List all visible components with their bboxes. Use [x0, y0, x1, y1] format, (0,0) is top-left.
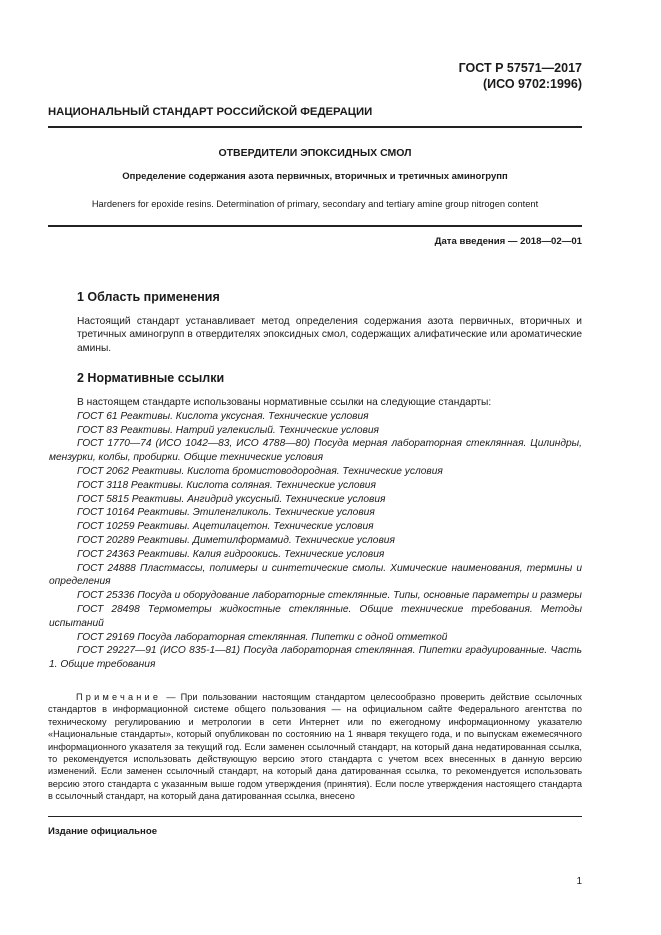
reference-item: ГОСТ 24888 Пластмассы, полимеры и синтетические смолы. Химические наименования, термины и определения: [49, 562, 582, 588]
reference-item: ГОСТ 10259 Реактивы. Ацетилацетон. Технические условия: [77, 521, 374, 533]
reference-item: ГОСТ 28498 Термометры жидкостные стеклянные. Общие технические требования. Методы испытаний: [49, 603, 582, 629]
reference-item: ГОСТ 3118 Реактивы. Кислота соляная. Технические условия: [77, 479, 376, 491]
document-title: ОТВЕРДИТЕЛИ ЭПОКСИДНЫХ СМОЛ: [218, 147, 412, 159]
references-block: [49, 396, 582, 672]
standard-code: ГОСТ Р 57571—2017: [458, 61, 582, 75]
section-1-heading: 1 Область применения: [77, 290, 220, 304]
section-1-body: Настоящий стандарт устанавливает метод определения содержания азота первичных, вторичных и третичных аминогрупп в отвердителях эпоксидных смол, содержащих алифатические или ароматические амины.: [77, 316, 582, 354]
national-standard-banner: НАЦИОНАЛЬНЫЙ СТАНДАРТ РОССИЙСКОЙ ФЕДЕРАЦИИ: [48, 106, 373, 118]
introduction-date: Дата введения — 2018—02—01: [434, 236, 582, 247]
title-rule: [48, 225, 582, 227]
reference-item: ГОСТ 83 Реактивы. Натрий углекислый. Технические условия: [77, 424, 379, 436]
note-label: Примечание: [76, 692, 162, 702]
reference-item: ГОСТ 29227—91 (ИСО 835-1—81) Посуда лабораторная стеклянная. Пипетки градуированные. Часть 1. Общие требования: [49, 645, 582, 671]
reference-item: ГОСТ 1770—74 (ИСО 1042—83, ИСО 4788—80) Посуда мерная лабораторная стеклянная. Цилиндры, мензурки, колбы, пробирки. Общие технические условия: [49, 438, 582, 464]
note-text: — При пользовании настоящим стандартом целесообразно проверить действие ссылочных стандартов в информационной системе общего пользования — на официальном сайте Федерального агентства по техническому регулированию и метрологии в сети Интернет или по ежегодному информационному указателю «Национальные стандарты», который опубликован по состоянию на 1 января текущего года, и по выпускам ежемесячного информационного указателя за текущий год. Если заменен ссылочный стандарт, на который дана недатированная ссылка, то рекомендуется использовать действующую версию этого стандарта с учетом всех внесенных в данную версию изменений. Если заменен ссылочный стандарт, на который дана датированная ссылка, то рекомендуется использовать версию этого стандарта с указанным выше годом утверждения (принятия). Если после утверждения настоящего стандарта в ссылочный стандарт, на который дана датированная ссылка, внесено: [48, 692, 582, 802]
document-subtitle: Определение содержания азота первичных, вторичных и третичных аминогрупп: [122, 171, 508, 182]
reference-item: ГОСТ 24363 Реактивы. Калия гидроокись. Технические условия: [77, 548, 385, 560]
reference-item: ГОСТ 2062 Реактивы. Кислота бромистоводородная. Технические условия: [77, 465, 443, 477]
iso-equivalent: (ИСО 9702:1996): [483, 77, 582, 91]
header-rule: [48, 126, 582, 128]
note-paragraph: [48, 691, 582, 803]
section-1-text: [77, 315, 582, 355]
section-2-heading: 2 Нормативные ссылки: [77, 371, 225, 385]
reference-item: ГОСТ 29169 Посуда лабораторная стеклянная. Пипетки с одной отметкой: [77, 631, 448, 643]
page-number: 1: [576, 876, 582, 887]
official-edition-label: Издание официальное: [48, 826, 158, 837]
reference-item: ГОСТ 20289 Реактивы. Диметилформамид. Технические условия: [77, 534, 395, 546]
reference-item: ГОСТ 10164 Реактивы. Этиленгликоль. Технические условия: [77, 507, 375, 519]
english-title: Hardeners for epoxide resins. Determination of primary, secondary and tertiary amine group nitrogen content: [91, 199, 539, 209]
references-intro: В настоящем стандарте использованы нормативные ссылки на следующие стандарты:: [77, 397, 492, 408]
footer-rule: [48, 816, 582, 817]
reference-item: ГОСТ 5815 Реактивы. Ангидрид уксусный. Технические условия: [77, 493, 386, 505]
reference-item: ГОСТ 61 Реактивы. Кислота уксусная. Технические условия: [77, 410, 369, 422]
reference-item: ГОСТ 25336 Посуда и оборудование лабораторные стеклянные. Типы, основные параметры и размеры: [77, 590, 582, 602]
